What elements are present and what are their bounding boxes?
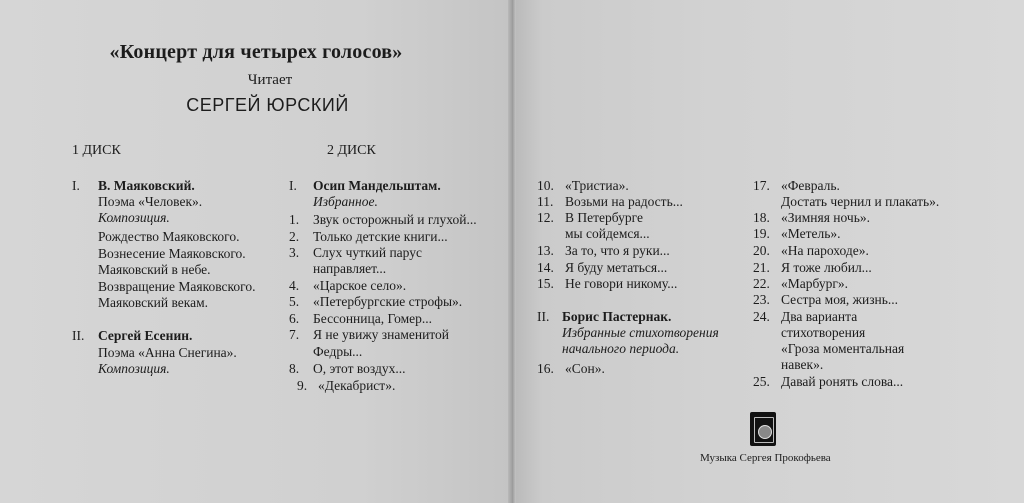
track-title: «Сон». xyxy=(565,361,605,376)
disc1-line: Возвращение Маяковского. xyxy=(98,279,256,294)
track-number: 3. xyxy=(289,245,300,260)
disc1-line: Поэма «Анна Снегина». xyxy=(98,345,237,360)
track-title-cont: «Гроза моментальная xyxy=(781,341,905,356)
disc1-section2-author: Сергей Есенин. xyxy=(98,328,193,343)
record-label-logo-icon xyxy=(750,412,776,446)
disc1-section1-author: В. Маяковский. xyxy=(98,178,195,193)
track-title: Не говори никому... xyxy=(565,276,678,291)
track-title: «Декабрист». xyxy=(318,378,396,393)
track-title: В Петербурге xyxy=(565,210,643,225)
album-title: «Концерт для четырех голосов» xyxy=(109,41,403,63)
disc2-section1-subtitle: Избранное. xyxy=(313,194,378,209)
reads-label: Читает xyxy=(247,72,293,88)
disc1-line: Маяковский векам. xyxy=(98,295,209,310)
track-number: 13. xyxy=(537,243,554,258)
track-number: 9. xyxy=(297,378,308,393)
track-number: 2. xyxy=(289,229,300,244)
track-title: Давай ронять слова... xyxy=(781,374,904,389)
track-number: 17. xyxy=(753,178,770,193)
track-title: Звук осторожный и глухой... xyxy=(313,212,477,227)
track-title: Возьми на радость... xyxy=(565,194,683,209)
track-number: 18. xyxy=(753,210,770,225)
track-title: Сестра моя, жизнь... xyxy=(781,292,899,307)
track-title: «На пароходе». xyxy=(781,243,869,258)
track-title: Я буду метаться... xyxy=(565,260,668,275)
music-credit: Музыка Сергея Прокофьева xyxy=(700,452,831,464)
track-number: 7. xyxy=(289,327,300,342)
track-number: 21. xyxy=(753,260,770,275)
track-number: 11. xyxy=(537,194,554,209)
disc1-section2-numeral: II. xyxy=(72,328,85,343)
track-title: За то, что я руки... xyxy=(565,243,670,258)
track-title-cont: Достать чернил и плакать». xyxy=(781,194,940,209)
track-title: «Петербургские строфы». xyxy=(313,294,463,309)
track-number: 1. xyxy=(289,212,300,227)
disc2-section2-subtitle: Избранные стихотворения xyxy=(562,325,719,340)
track-number: 10. xyxy=(537,178,554,193)
track-title: Слух чуткий парус xyxy=(313,245,422,260)
track-title: «Февраль. xyxy=(781,178,840,193)
track-title-cont: стихотворения xyxy=(781,325,866,340)
disc1-line: Поэма «Человек». xyxy=(98,194,203,209)
track-title: Я не увижу знаменитой xyxy=(313,327,450,342)
disc1-label: 1 ДИСК xyxy=(72,143,121,158)
disc2-label: 2 ДИСК xyxy=(327,143,376,158)
disc2-section2-subtitle: начального периода. xyxy=(562,341,680,356)
track-number: 23. xyxy=(753,292,770,307)
track-title-cont: направляет... xyxy=(313,261,387,276)
track-number: 5. xyxy=(289,294,300,309)
track-number: 24. xyxy=(753,309,770,324)
disc1-line: Композиция. xyxy=(98,361,170,376)
track-number: 25. xyxy=(753,374,770,389)
track-title: Я тоже любил... xyxy=(781,260,872,275)
track-title: Только детские книги... xyxy=(313,229,448,244)
disc1-section1-numeral: I. xyxy=(72,178,80,193)
track-title-cont: мы сойдемся... xyxy=(565,226,650,241)
disc2-section1-numeral: I. xyxy=(289,178,297,193)
track-number: 6. xyxy=(289,311,300,326)
track-title: «Царское село». xyxy=(313,278,407,293)
track-title: «Зимняя ночь». xyxy=(781,210,870,225)
disc2-section2-author: Борис Пастернак. xyxy=(562,309,672,324)
disc2-section2-numeral: II. xyxy=(537,309,550,324)
disc1-line: Вознесение Маяковского. xyxy=(98,246,246,261)
track-number: 15. xyxy=(537,276,554,291)
track-number: 4. xyxy=(289,278,300,293)
track-number: 12. xyxy=(537,210,554,225)
disc1-line: Рождество Маяковского. xyxy=(98,229,240,244)
track-title: О, этот воздух... xyxy=(313,361,406,376)
disc2-section1-author: Осип Мандельштам. xyxy=(313,178,441,193)
disc1-line: Композиция. xyxy=(98,210,170,225)
track-number: 19. xyxy=(753,226,770,241)
track-title: Бессонница, Гомер... xyxy=(313,311,432,326)
track-title: «Метель». xyxy=(781,226,841,241)
reader-name: СЕРГЕЙ ЮРСКИЙ xyxy=(186,95,349,115)
track-title-cont: навек». xyxy=(781,357,824,372)
track-number: 16. xyxy=(537,361,554,376)
disc1-line: Маяковский в небе. xyxy=(98,262,211,277)
track-title: «Марбург». xyxy=(781,276,849,291)
track-number: 8. xyxy=(289,361,300,376)
track-number: 22. xyxy=(753,276,770,291)
track-title: «Тристиа». xyxy=(565,178,629,193)
track-number: 20. xyxy=(753,243,770,258)
track-title-cont: Федры... xyxy=(313,344,363,359)
track-number: 14. xyxy=(537,260,554,275)
track-title: Два варианта xyxy=(781,309,858,324)
